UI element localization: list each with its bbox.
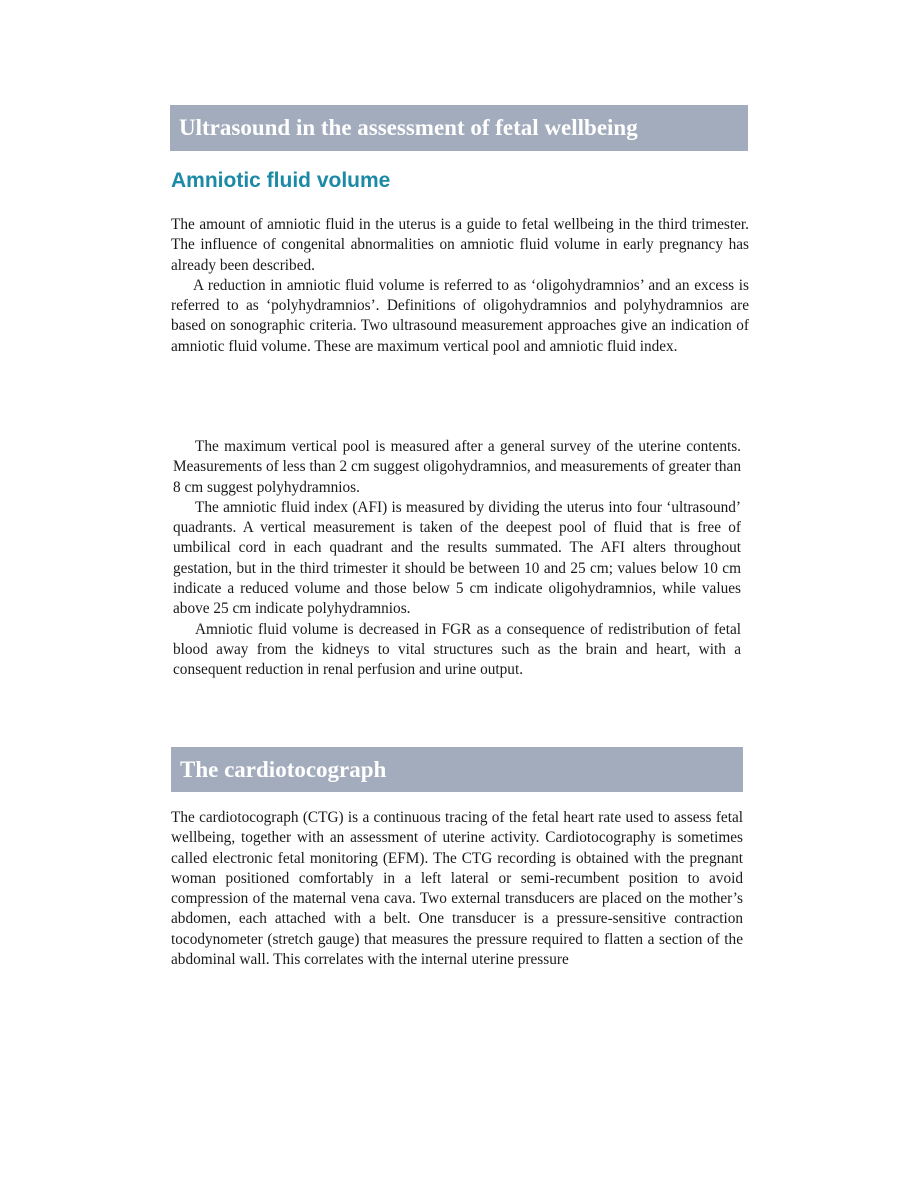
paragraph: Amniotic fluid volume is decreased in FGR as a consequence of redistribution of fetal blood away from the kidneys to vital structures such as the brain and heart, with a consequent reduction in renal perfusion and urine output. [173,620,741,679]
banner-title: The cardiotocograph [180,756,387,782]
paragraph: A reduction in amniotic fluid volume is referred to as ‘oligohydramnios’ and an excess is referred to as ‘polyhydramnios’. Definitions of oligohydramnios and polyhydramnios are based on sonographic criteria. Two ultrasound measurement approaches give an indication of amniotic fluid volume. These are maximum vertical pool and amniotic fluid index. [171,276,749,355]
subheading-amniotic-fluid-volume: Amniotic fluid volume [171,169,391,192]
paragraph: The amniotic fluid index (AFI) is measured by dividing the uterus into four ‘ultrasound’ quadrants. A vertical measurement is taken of the deepest pool of fluid that is free of umbilical cord in each quadrant and the results summated. The AFI alters throughout gestation, but in the third trimester it should be between 10 and 25 cm; values below 10 cm indicate a reduced volume and those below 5 cm indicate oligohydramnios, while values above 25 cm indicate polyhydramnios. [173,498,741,618]
section-banner-cardiotocograph [171,747,743,792]
text-block-amniotic-intro [171,215,749,357]
section-banner-ultrasound [170,105,748,151]
paragraph: The amount of amniotic fluid in the uterus is a guide to fetal wellbeing in the third trimester. The influence of congenital abnormalities on amniotic fluid volume in early pregnancy has already been described. [171,216,749,274]
paragraph: The maximum vertical pool is measured after a general survey of the uterine contents. Measurements of less than 2 cm suggest oligohydramnios, and measurements of greater than 8 cm suggest polyhydramnios. [173,438,741,496]
text-block-measurements [173,437,741,681]
text-block-ctg [171,808,743,970]
banner-title: Ultrasound in the assessment of fetal wellbeing [179,115,638,140]
paragraph: The cardiotocograph (CTG) is a continuous tracing of the fetal heart rate used to assess fetal wellbeing, together with an assessment of uterine activity. Cardiotocography is sometimes called electronic fetal monitoring (EFM). The CTG recording is obtained with the pregnant woman positioned comfortably in a left lateral or semi-recumbent position to avoid compression of the maternal vena cava. Two external transducers are placed on the mother’s abdomen, each attached with a belt. One transducer is a pressure-sensitive contraction tocodynometer (stretch gauge) that measures the pressure required to flatten a section of the abdominal wall. This correlates with the internal uterine pressure [171,809,743,969]
